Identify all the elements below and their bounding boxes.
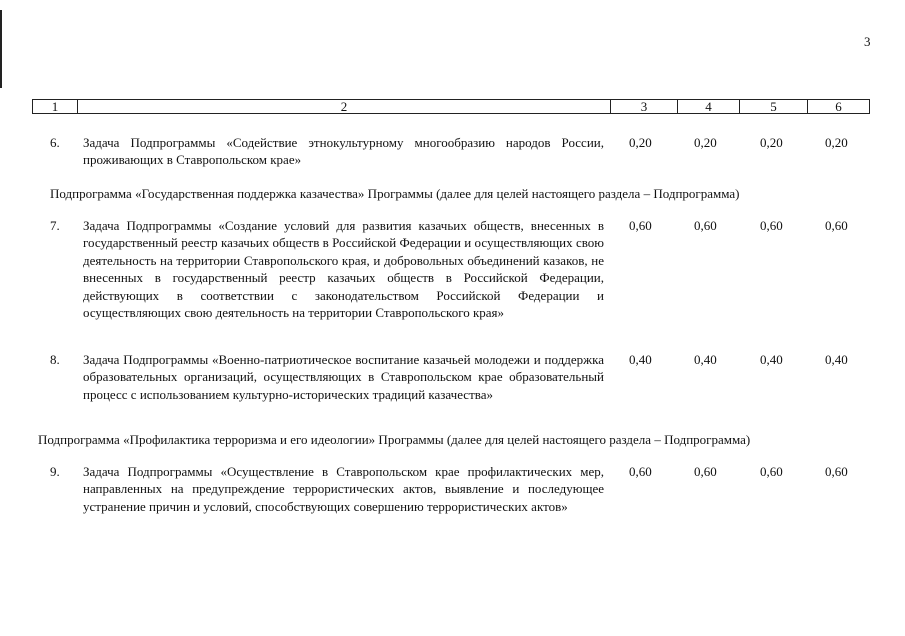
column-header-4: 4 [677,99,740,114]
value-col-3: 0,60 [629,218,652,233]
page-number: 3 [864,34,871,49]
value-col-5: 0,60 [760,464,783,479]
value-col-6: 0,20 [825,135,848,150]
value-col-5: 0,20 [760,135,783,150]
column-header-6: 6 [807,99,870,114]
row-number: 8. [50,352,60,367]
value-col-6: 0,40 [825,352,848,367]
value-col-5: 0,60 [760,218,783,233]
value-col-6: 0,60 [825,464,848,479]
value-col-3: 0,40 [629,352,652,367]
subprogram-heading: Подпрограмма «Профилактика терроризма и его идеологии» Программы (далее для целей настоящего раздела – Подпрограмма) [38,432,751,447]
column-header-1: 1 [32,99,78,114]
value-col-3: 0,60 [629,464,652,479]
value-col-4: 0,60 [694,218,717,233]
value-col-4: 0,60 [694,464,717,479]
task-text: Задача Подпрограммы «Содействие этнокультурному многообразию народов России, проживающих в Ставропольском крае» [83,135,604,168]
task-text: Задача Подпрограммы «Военно-патриотическое воспитание казачьей молодежи и поддержка образовательных организаций, осуществляющих в Ставропольском крае образовательный процесс с использованием культурно-исторических традиций казачества» [83,352,604,402]
column-header-5: 5 [739,99,808,114]
value-col-3: 0,20 [629,135,652,150]
task-text: Задача Подпрограммы «Создание условий для развития казачьих обществ, внесенных в государственный реестр казачьих обществ в Российской Федерации и осуществляющих свою деятельность на территории Ставропольского края, и добровольных объединений казаков, не внесенных в государственный реестр казачьих обществ в Российской Федерации, действующих в соответствии с законодательством Российской Федерации и осуществляющих свою деятельность на территории Ставропольского края» [83,218,604,321]
value-col-4: 0,20 [694,135,717,150]
row-number: 7. [50,218,60,233]
value-col-6: 0,60 [825,218,848,233]
value-col-4: 0,40 [694,352,717,367]
subprogram-heading: Подпрограмма «Государственная поддержка казачества» Программы (далее для целей настоящего раздела – Подпрограмма) [50,186,740,201]
scan-margin-mark [0,10,2,88]
task-text: Задача Подпрограммы «Осуществление в Ставропольском крае профилактических мер, направленных на предупреждение террористических актов, выявление и последующее устранение причин и условий, способствующих совершению террористических актов» [83,464,604,514]
column-header-2: 2 [77,99,611,114]
row-number: 6. [50,135,60,150]
row-number: 9. [50,464,60,479]
value-col-5: 0,40 [760,352,783,367]
column-header-3: 3 [610,99,678,114]
